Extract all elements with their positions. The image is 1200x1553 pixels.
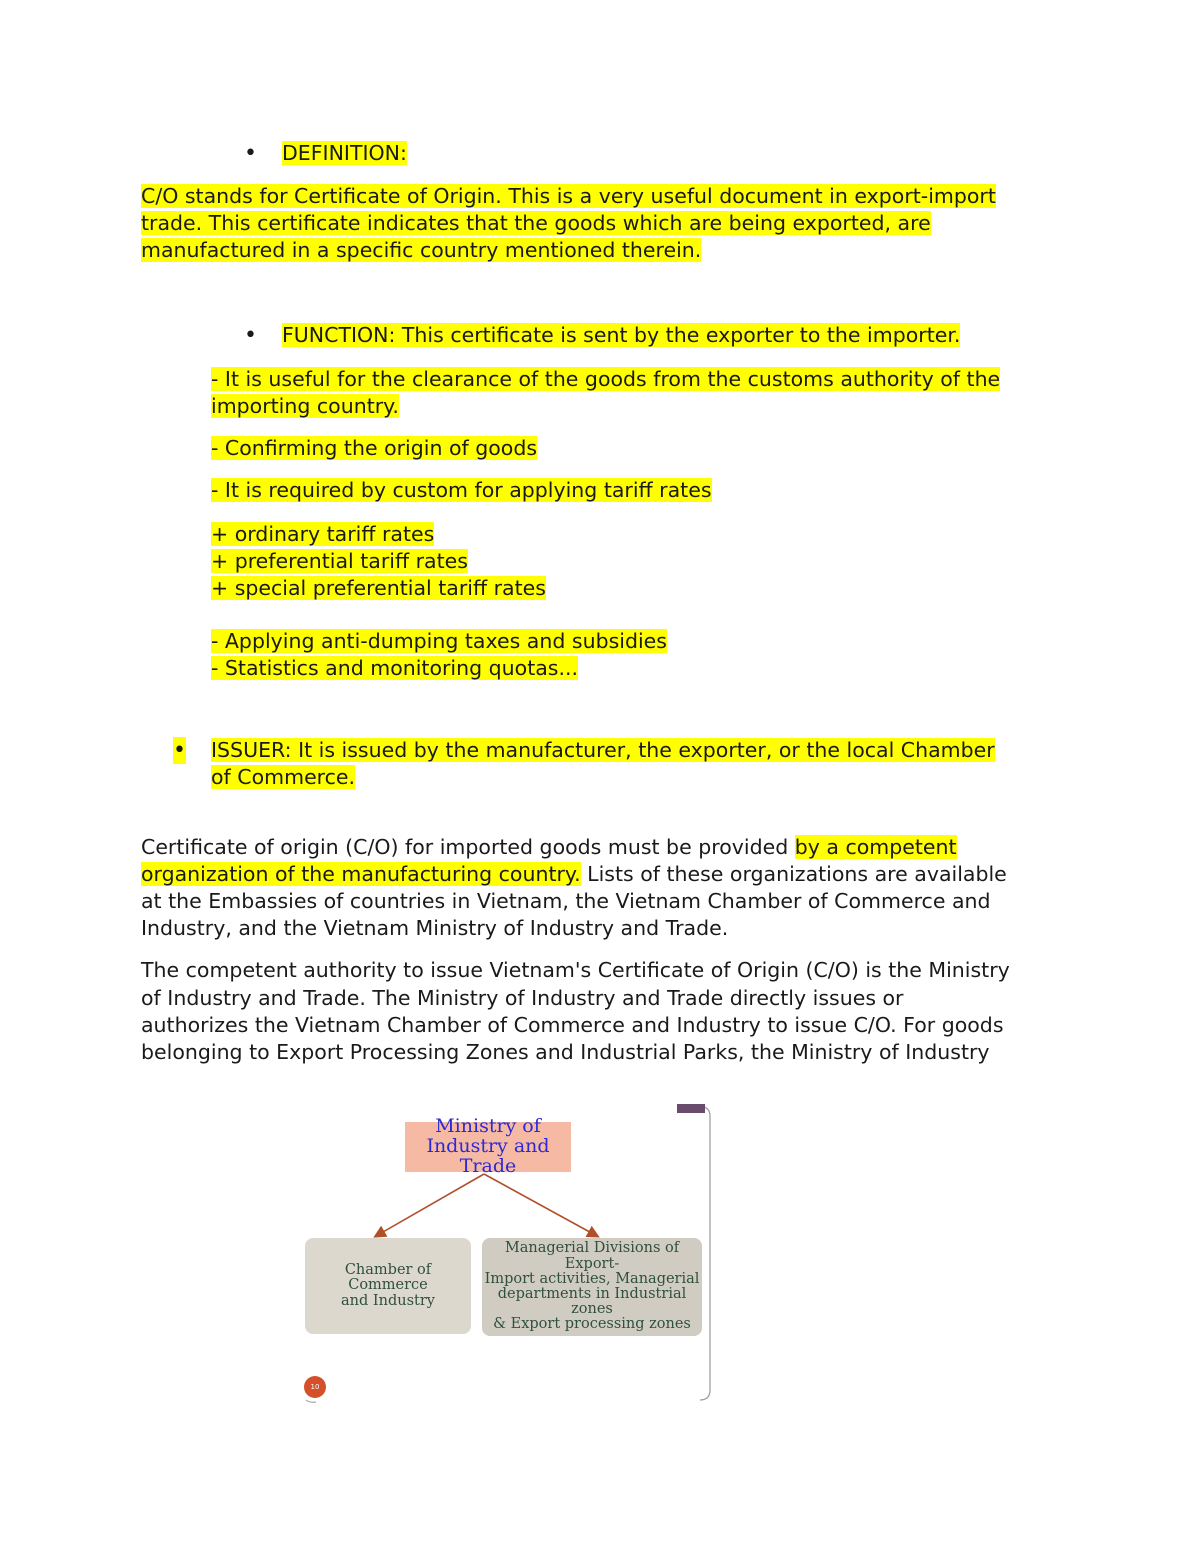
function-item [211,435,537,462]
paragraph1-text: Industry, and the Vietnam Ministry of Industry and Trade. [141,916,729,940]
function-heading-text: FUNCTION: This certificate is sent by the exporter to the importer. [282,323,961,347]
paragraph1-text: Lists of these organizations are available [580,862,1007,886]
definition-heading-text: DEFINITION: [282,141,407,165]
bullet-icon: • [173,738,186,763]
paragraph2-text: of Industry and Trade. The Ministry of Industry and Trade directly issues or [141,986,904,1010]
function-item [211,548,468,575]
function-item-text: - Applying anti-dumping taxes and subsidies [211,629,667,653]
issuer-line [211,764,355,791]
arrow-to-chamber [376,1174,484,1236]
function-item-text: - Statistics and monitoring quotas... [211,656,579,680]
paragraph1-line [141,888,991,915]
paragraph1-highlight: organization of the manufacturing country. [141,862,581,886]
arrow-to-divisions [484,1174,597,1236]
function-item [211,575,546,602]
ministry-label-line-2: Industry and Trade [426,1135,550,1177]
function-item [211,521,434,548]
slide-tab-marker [677,1104,705,1113]
paragraph2-text: belonging to Export Processing Zones and Industrial Parks, the Ministry of Industry [141,1040,990,1064]
function-item [211,628,667,655]
bottom-corner-mark [306,1400,316,1402]
paragraph1-highlight: by a competent [794,835,957,859]
organization-diagram [300,1098,720,1408]
definition-text-line [141,237,701,264]
function-heading [282,322,960,349]
chamber-box [305,1238,471,1334]
chamber-label-line-2: and Industry [341,1292,435,1309]
function-item-text: - It is required by custom for applying tariff rates [211,478,712,502]
slide-page-number: 10 [304,1376,326,1398]
paragraph1-line [141,834,957,861]
definition-line-1: C/O stands for Certificate of Origin. This is a very useful document in export-import [141,184,996,208]
paragraph2-text: authorizes the Vietnam Chamber of Commerce and Industry to issue C/O. For goods [141,1013,1004,1037]
function-item [211,655,578,682]
paragraph1-line [141,861,1007,888]
paragraph1-text: at the Embassies of countries in Vietnam, the Vietnam Chamber of Commerce and [141,889,991,913]
function-item-text: + ordinary tariff rates [211,522,435,546]
paragraph2-line [141,1012,1004,1039]
definition-line-2: trade. This certificate indicates that the goods which are being exported, are [141,211,931,235]
function-item-text: + special preferential tariff rates [211,576,546,600]
function-item-text: - It is useful for the clearance of the goods from the customs authority of the [211,367,1001,391]
definition-line-3: manufactured in a specific country mentioned therein. [141,238,702,262]
divisions-label-line-3: departments in Industrial zones [497,1286,687,1318]
ministry-label-line-1: Ministry of [435,1115,541,1138]
divisions-label-line-4: & Export processing zones [493,1316,691,1333]
paragraph2-text: The competent authority to issue Vietnam's Certificate of Origin (C/O) is the Ministry [141,958,1010,982]
paragraph1-text: Certificate of origin (C/O) for imported goods must be provided [141,835,795,859]
bullet-icon: • [244,323,257,348]
function-item [211,366,1000,393]
bullet-icon: • [244,141,257,166]
definition-heading [282,140,407,167]
function-item-text: - Confirming the origin of goods [211,436,538,460]
function-item [211,477,712,504]
paragraph2-line [141,985,903,1012]
issuer-line [211,737,995,764]
divisions-box [482,1238,702,1336]
divisions-label-line-1: Managerial Divisions of Export- [504,1240,680,1272]
paragraph2-line [141,957,1010,984]
function-item-text: + preferential tariff rates [211,549,468,573]
chamber-label-line-1: Chamber of Commerce [344,1262,432,1294]
paragraph2-line [141,1039,990,1066]
issuer-line-2: of Commerce. [211,765,356,789]
ministry-box [405,1115,571,1177]
function-item-text: importing country. [211,394,399,418]
issuer-line-1: ISSUER: It is issued by the manufacturer, the exporter, or the local Chamber [211,738,995,762]
function-item [211,393,399,420]
definition-text-line [141,210,931,237]
divisions-label-line-2: Import activities, Managerial [484,1270,700,1287]
paragraph1-line [141,915,728,942]
definition-text-line [141,183,996,210]
